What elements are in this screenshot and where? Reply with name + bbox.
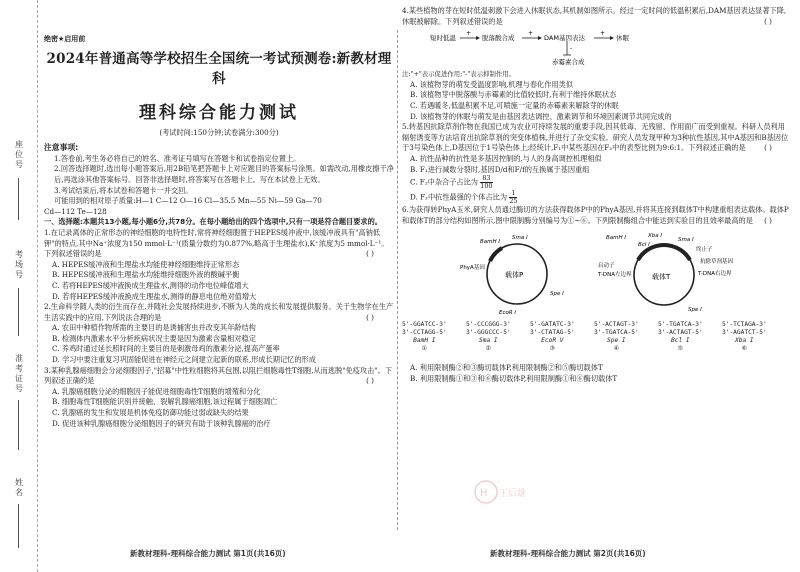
notice-item: 1.答卷前,考生务必将自己的姓名、准考证号填写在答题卡和试卷指定位置上。 — [54, 153, 301, 163]
site-p-bamh1: BamH I — [480, 239, 501, 246]
exam-no-line — [18, 288, 19, 336]
publisher-stamp-icon — [472, 472, 532, 512]
q3-answer-paren: ( ) — [366, 376, 374, 386]
seq-6 — [722, 321, 767, 353]
q2-answer-paren: ( ) — [366, 312, 374, 322]
q5-option-b: B. F₁进行减数分裂时,基因D/d和F/f的互换属于基因重组 — [410, 164, 590, 174]
footer-left: 新教材理科-理科综合能力测试 第1页(共16页) — [130, 549, 286, 558]
seat-label: 座位号 — [15, 140, 23, 169]
footer-right: 新教材理科-理科综合能力测试 第2页(共16页) — [490, 549, 646, 558]
q2-option-c: C. 养鸡时通过延长照时间的主要目的是刺激母鸡的激素分泌,提高产蛋率 — [52, 344, 280, 354]
seq-1 — [402, 321, 447, 353]
seq-2-name: Sma I — [479, 337, 498, 345]
sign-3: + — [600, 30, 606, 38]
fraction-d — [509, 190, 517, 205]
q4-option-c: C. 若遇暖冬,低温积累不足,可喷施一定量的赤霉素来解除芽的休眠 — [410, 100, 619, 110]
name-label: 姓名 — [15, 478, 23, 497]
site-t-xba1: Xba I — [648, 233, 662, 240]
fraction-c — [480, 175, 492, 190]
seq-5-bot: 3'-ACTAGT-5' — [658, 329, 703, 337]
seq-1-bot: 3'-CCTAGG-5' — [402, 329, 447, 337]
q5-option-d-text: D. F₂中抗性最强的个体占比为 — [410, 192, 508, 202]
seat-line — [18, 178, 19, 220]
q6-cut-sequences — [402, 321, 792, 363]
seq-2 — [466, 321, 511, 353]
q6-option-a: A. 利用限制酶②和③酶切载体P,利用限制酶②和⑤酶切载体T — [410, 363, 603, 373]
label-herbicide-gene: 抗除草剂基因 — [700, 259, 734, 266]
q2-option-d: D. 学习中要注重复习巩固能促进在神经元之间建立起新的联系,形成长期记忆的形成 — [52, 355, 316, 365]
q4-stem: 4.某些植物的芽在短时低温刺激下会进入休眠状态,其机制如图所示。经过一定时间的低温积累后,DAM基因表达显著下降,休眠被解除。下列叙述错误的是 — [402, 6, 787, 26]
seq-4 — [594, 321, 639, 353]
q4-answer-paren: ( ) — [764, 16, 772, 26]
q4-diagram — [402, 29, 792, 67]
label-tdna-left: T-DNA左边界 — [598, 272, 632, 279]
seq-1-name: BamH I — [413, 337, 436, 345]
q4-option-b: B. 该植物芽中脱落酸与赤霉素的比值较低时,有利于维持休眠状态 — [410, 90, 617, 100]
seq-5 — [658, 321, 703, 353]
plasmid-diagram — [402, 229, 792, 319]
node-short-cold: 短时低温 — [430, 34, 456, 43]
seq-4-bot: 3'-TGATCA-5' — [594, 329, 639, 337]
name-line — [18, 504, 19, 548]
dormancy-pathway-diagram — [402, 29, 792, 67]
binding-margin — [0, 0, 38, 572]
site-p-ecor1: EcoR I — [499, 310, 517, 317]
site-p-sma1: Sma I — [512, 235, 528, 242]
arrowhead-1 — [476, 36, 480, 40]
watermark-text: 王后雄 — [499, 489, 527, 499]
exam-title: 2024年普通高等学校招生全国统一考试预测卷:新教材理科 — [46, 50, 392, 87]
q1-option-c: C. 若将HEPES缓冲液换成生理盐水,测得的动作电位峰值增大 — [52, 280, 249, 290]
q1-option-a: A. HEPES缓冲液和生理盐水均能使神经细胞维持正常形态 — [52, 259, 240, 269]
phya-gene-label: PhyA基因 — [460, 265, 485, 272]
fraction-c-num: 83 — [480, 175, 492, 183]
q6-stem: 6.为获得转PhyA玉米,研究人员通过酶切的方法获得载体P中的PhyA基因,并将其连接到载体T中构建重组表达载体。载体P和载体T的部分结构如图所示,图中限制酶分别编号为①~⑥。下列限制酶组合中能达到实验目的且效率最高的是 — [402, 205, 789, 225]
seq-6-name: Xba I — [735, 337, 754, 345]
node-ga: 赤霉素合成 — [552, 58, 585, 67]
seq-2-top: 5'-CCCGGG-3' — [466, 321, 511, 329]
q5-option-a: A. 抗性品种的抗性是多基因控制的,与人的身高调控机理相似 — [410, 153, 602, 163]
seq-6-bot: 3'-AGATCT-5' — [722, 329, 767, 337]
q2-option-a: A. 农田中种植作物所需的主要目的是诱捕害虫并改变其年龄结构 — [52, 323, 256, 333]
q5-option-d — [402, 190, 792, 205]
notice-heading: 注意事项: — [44, 143, 79, 153]
phya-gene-segment — [490, 248, 502, 261]
sign-1: + — [466, 30, 472, 38]
q3-option-c: C. 乳腺癌的发生和发展是机体免疫防御功能过弱或缺失的结果 — [52, 408, 249, 418]
q5-answer-paren: ( ) — [764, 143, 772, 153]
q1-option-b: B. HEPES缓冲液和生理盐水均能维持细胞外液的酸碱平衡 — [52, 270, 240, 280]
seq-2-bot: 3'-GGGCCC-5' — [466, 329, 511, 337]
sign-4: - — [570, 45, 573, 53]
q4-option-a: A. 该植物芽的萌发受温度影响,机理与春化作用类似 — [410, 79, 573, 89]
q3-option-a: A. 乳腺癌细胞分泌的细胞因子能促进细胞毒性T细胞的增殖和分化 — [52, 386, 261, 396]
node-dormancy: 休眠 — [616, 34, 629, 43]
plasmid-p-name: 载体P — [505, 271, 524, 280]
secret-mark: 绝密★启用前 — [44, 35, 86, 43]
q4-note: 注:"+"表示促进作用;"-"表示抑制作用。 — [402, 70, 516, 79]
seq-2-number: ② — [485, 345, 492, 353]
notice-item: 可能用到的相对原子质量:H—1 C—12 O—16 Cl—35.5 Mn—55 Ni—59 Ga—70 — [54, 196, 322, 206]
exam-no-label: 考场号 — [15, 250, 23, 279]
plasmid-t-name: 载体T — [652, 273, 671, 282]
q2-option-b: B. 检测体内激素水平分析疾病状况主要是因为激素含量相对稳定 — [52, 333, 256, 343]
site-t-bamh1: BamH I — [606, 235, 627, 242]
seq-4-name: Spe I — [607, 337, 626, 345]
label-tdna-right: T-DNA右边界 — [698, 271, 732, 278]
q6-option-b: B. 利用限制酶①和③和⑥酶切载体P,利用限制酶①和⑥酶切载体T — [410, 373, 618, 383]
notice-item: 3.考试结束后,将本试卷和答题卡一并交回。 — [54, 185, 193, 195]
label-promoter: 启动子 — [598, 263, 615, 270]
seq-4-number: ④ — [613, 345, 620, 353]
site-t-bcl1: Bcl I — [638, 242, 650, 249]
question-5 — [402, 122, 792, 205]
fraction-d-num: 1 — [509, 190, 517, 198]
seq-6-number: ⑥ — [741, 345, 748, 353]
site-t-spe1: Spe I — [688, 307, 702, 314]
node-aba: 脱落酸合成 — [482, 34, 515, 43]
seq-5-name: Bcl I — [671, 337, 690, 345]
seq-3 — [530, 321, 575, 353]
seq-1-number: ① — [421, 345, 428, 353]
svg-text:H: H — [480, 488, 488, 499]
section-heading: 一、选择题:本题共13小题,每小题6分,共78分。在每小题给出的四个选项中,只有一项是符合题目要求的。 — [44, 217, 382, 227]
q1-answer-paren: ( ) — [366, 249, 374, 259]
label-terminator: 终止子 — [696, 247, 713, 254]
notice-item: Cd—112 Te—128 — [44, 206, 107, 216]
exam-time: (考试时间:150分钟;试卷满分:300分) — [159, 127, 279, 137]
arrowhead-2 — [538, 36, 542, 40]
q1-stem: 1.在记录离体的正常形态的神经细胞的电特性时,常将神经细胞置于HEPES缓冲液中,该缓冲液具有"高钠低钾"的特点,其中Na⁺浓度为150 mmol·L⁻¹(质量分数约为0.877%,略高于生理盐水),K⁺浓度为5 mmol·L⁻¹。下列叙述错误的是 — [44, 227, 389, 259]
site-t-sma1: Sma I — [678, 237, 694, 244]
seq-3-name: EcoR V — [541, 337, 564, 345]
q6-answer-paren: ( ) — [764, 215, 772, 225]
q2-stem: 2.生命科学随人类的衍生而存在,并随社会发展持续进步,不断为人类的成长和发展提供服务。关于生物学在生产生活实践中的应用,下列说法合理的是 — [44, 302, 394, 322]
site-p-spe1: Spe I — [550, 291, 564, 298]
seq-6-top: 5'-TCTAGA-3' — [722, 321, 767, 329]
q4-option-d: D. 该植物芽的休眠与萌发是由基因表达调控、激素调节和环境因素调节共同完成的 — [410, 111, 672, 121]
seq-4-top: 5'-ACTAGT-3' — [594, 321, 639, 329]
q5-option-c-text: C. F₂中杂合子占比为 — [410, 177, 478, 187]
q6-plasmid-figure — [402, 229, 792, 319]
question-3 — [44, 366, 394, 430]
ticket-line — [18, 400, 19, 450]
question-4 — [402, 6, 792, 122]
ticket-label: 准考证号 — [15, 354, 23, 393]
seq-5-top: 5'-TGATCA-3' — [658, 321, 703, 329]
sign-2: + — [528, 30, 534, 38]
question-1 — [44, 228, 394, 302]
right-column — [402, 6, 792, 546]
column-divider — [397, 30, 398, 530]
seq-1-top: 5'-GGATCC-3' — [402, 321, 447, 329]
question-6 — [402, 205, 792, 384]
arrowhead-3 — [610, 36, 614, 40]
exam-subtitle: 理科综合能力测试 — [139, 102, 299, 123]
fraction-c-den: 100 — [480, 182, 493, 191]
q5-stem: 5.转基因抗除草剂作物在我国已成为农业可持续发展的重要手段,因其低毒、无残留、作用面广而受到重视。科研人员利用辐射诱变等方法培育出抗除草剂的突变体植株,并进行了杂交实验。研究人员发现甲种为3种抗性基因,其中A基因和B基因位于3号染色体上,D基因位于1号染色体上;经统计,F₁中某些基因在F₂中的表型比例为9:6:1。下列叙述正确的是 — [402, 122, 789, 153]
seq-3-top: 5'-GATATC-3' — [530, 321, 575, 329]
seq-3-number: ③ — [549, 345, 556, 353]
seq-3-bot: 3'-CTATAG-5' — [530, 329, 575, 337]
q5-option-c — [402, 175, 792, 190]
q3-stem: 3.某种乳腺癌细胞会分泌细胞因子,"招募"中性粒细胞将其包围,以阻拦细胞毒性T细胞,从而逃脱"免疫攻击"。下列叙述正确的是 — [44, 365, 392, 386]
q1-option-d: D. 若将HEPES缓冲液换成生理盐水,测得的静息电位绝对值增大 — [52, 291, 257, 301]
q3-option-d: D. 促进该种乳腺癌细胞分泌细胞因子的研究有助于该种乳腺癌的治疗 — [52, 418, 271, 428]
notice-item: 2.回答选择题时,选出每小题答案后,用2B铅笔把答题卡上对应题目的答案标号涂黑。如需改动,用橡皮擦干净后,再选涂其他答案标号。回答非选择题时,将答案写在答题卡上。写在本试卷上无效。 — [54, 164, 394, 184]
question-2 — [44, 302, 394, 366]
q3-option-b: B. 细胞毒性T细胞能识别并接触、裂解乳腺癌细胞,该过程属于细胞凋亡 — [52, 397, 278, 407]
seq-5-number: ⑤ — [677, 345, 684, 353]
left-column — [44, 6, 394, 546]
node-dam: DAM基因表达 — [544, 34, 585, 43]
fraction-d-den: 25 — [509, 197, 518, 206]
